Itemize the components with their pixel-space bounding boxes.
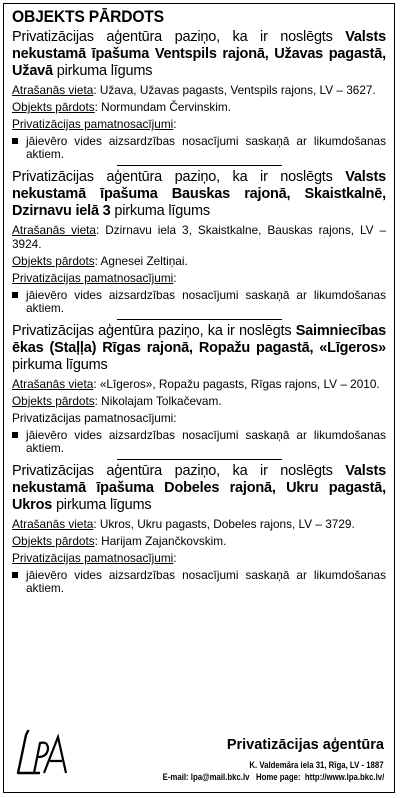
location-label: Atrašanās vieta <box>12 83 94 97</box>
condition-text: jāievēro vides aizsardzības nosacījumi saskaņā ar likumdošanas aktiem. <box>26 428 386 455</box>
square-bullet-icon <box>12 572 18 578</box>
sold-label: Objekts pārdots <box>12 394 95 408</box>
notice-2 <box>12 169 386 315</box>
location-line <box>12 377 386 391</box>
condition-item <box>12 429 386 455</box>
intro-suffix: pirkuma līgums <box>52 497 152 513</box>
location-value: : Užava, Užavas pagasts, Ventspils rajons, LV – 3627. <box>93 83 376 97</box>
agency-address: K. Valdemāra iela 31, Rīga, LV - 1887 <box>249 760 384 771</box>
agency-name: Privatizācijas aģentūra <box>226 737 384 753</box>
location-label: Atrašanās vieta <box>12 377 94 391</box>
intro-object: Saimniecības ēkas (Staļļa) Rīgas rajonā, Ropažu pagastā, «Līgeros» <box>12 323 386 356</box>
condition-text: jāievēro vides aizsardzības nosacījumi saskaņā ar likumdošanas aktiem. <box>26 288 386 315</box>
home-link[interactable]: http://www.lpa.bkc.lv/ <box>304 772 384 783</box>
location-line <box>12 83 386 97</box>
notice-intro <box>12 323 386 374</box>
conditions-label: Privatizācijas pamatnosacījumi <box>12 271 174 285</box>
conditions-heading <box>12 117 386 131</box>
sold-line <box>12 100 386 114</box>
condition-text: jāievēro vides aizsardzības nosacījumi saskaņā ar likumdošanas aktiem. <box>26 134 386 161</box>
divider <box>117 165 282 166</box>
intro-object: Valsts nekustamā īpašuma Bauskas rajonā, Skaistkalnē, Dzirnavu ielā 3 <box>12 169 386 219</box>
intro-object: Valsts nekustamā īpašuma Dobeles rajonā, Ukru pagastā, Ukros <box>12 463 386 513</box>
sold-value: : Normundam Červinskim. <box>94 100 231 114</box>
email-link[interactable]: lpa@mail.bkc.lv <box>190 772 250 783</box>
lpa-logo-icon <box>14 729 70 777</box>
divider <box>117 319 282 320</box>
notice-1 <box>12 29 386 161</box>
square-bullet-icon <box>12 138 18 144</box>
sold-label: Objekts pārdots <box>12 100 95 114</box>
conditions-label: Privatizācijas pamatnosacījumi <box>12 551 174 565</box>
notice-intro <box>12 463 386 514</box>
page-title: OBJEKTS PĀRDOTS <box>12 7 164 26</box>
location-value: : «Līgeros», Ropažu pagasts, Rīgas rajons, LV – 2010. <box>93 377 380 391</box>
conditions-colon: : <box>173 117 177 131</box>
conditions-label: Privatizācijas pamatnosacījumi <box>12 411 174 425</box>
square-bullet-icon <box>12 292 18 298</box>
location-value: : Ukros, Ukru pagasts, Dobeles rajons, LV – 3729. <box>93 517 355 531</box>
location-line <box>12 517 386 531</box>
divider <box>117 459 282 460</box>
conditions-heading <box>12 411 386 425</box>
location-value: : Dzirnavu iela 3, Skaistkalne, Bauskas rajons, LV – 3924. <box>12 223 387 251</box>
condition-item <box>12 135 386 161</box>
conditions-colon: : <box>173 271 177 285</box>
sold-line <box>12 394 386 408</box>
notice-intro <box>12 169 386 220</box>
home-label: Home page: <box>255 772 303 783</box>
notice-intro <box>12 29 386 80</box>
intro-object: Valsts nekustamā īpašuma Ventspils rajonā, Užavas pagastā, Užavā <box>12 29 386 79</box>
notice-3 <box>12 323 386 455</box>
sold-label: Objekts pārdots <box>12 534 95 548</box>
sold-value: : Nikolajam Tolkačevam. <box>94 394 222 408</box>
intro-suffix: pirkuma līgums <box>110 203 210 219</box>
contact-line <box>162 772 384 783</box>
conditions-colon: : <box>173 411 177 425</box>
intro-prefix: Privatizācijas aģentūra paziņo, ka ir noslēgts <box>12 463 346 479</box>
condition-item <box>12 569 386 595</box>
announcement-frame <box>3 3 395 793</box>
sold-value: : Agnesei Zeltiņai. <box>94 254 188 268</box>
intro-suffix: pirkuma līgums <box>52 63 153 79</box>
conditions-label: Privatizācijas pamatnosacījumi <box>12 117 174 131</box>
intro-prefix: Privatizācijas aģentūra paziņo, ka ir noslēgts <box>12 169 346 185</box>
intro-prefix: Privatizācijas aģentūra paziņo, ka ir noslēgts <box>12 323 296 339</box>
conditions-heading <box>12 551 386 565</box>
conditions-heading <box>12 271 386 285</box>
email-label: E-mail: <box>162 772 191 783</box>
intro-prefix: Privatizācijas aģentūra paziņo, ka ir noslēgts <box>12 29 346 45</box>
sold-label: Objekts pārdots <box>12 254 95 268</box>
condition-item <box>12 289 386 315</box>
footer <box>12 727 386 789</box>
sold-line <box>12 254 386 268</box>
notice-4 <box>12 463 386 595</box>
location-label: Atrašanās vieta <box>12 223 96 237</box>
sold-line <box>12 534 386 548</box>
location-label: Atrašanās vieta <box>12 517 94 531</box>
conditions-colon: : <box>173 551 177 565</box>
location-line <box>12 223 386 251</box>
sold-value: : Harijam Zajančkovskim. <box>94 534 227 548</box>
announcement-body <box>12 7 386 595</box>
square-bullet-icon <box>12 432 18 438</box>
condition-text: jāievēro vides aizsardzības nosacījumi saskaņā ar likumdošanas aktiem. <box>26 568 386 595</box>
intro-suffix: pirkuma līgums <box>12 357 108 373</box>
